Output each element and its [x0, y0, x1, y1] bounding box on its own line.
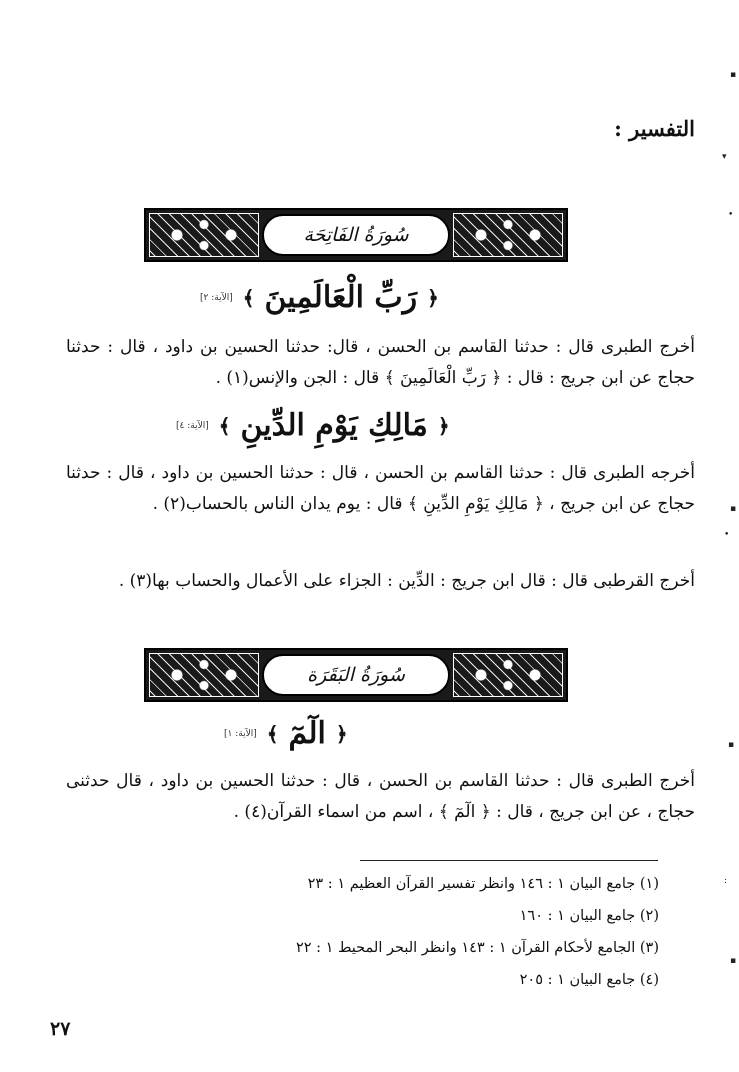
verse-close-bracket: ﴾ [218, 413, 231, 438]
surah-title-fatiha: سُورَةُ الفَاتِحَة [262, 214, 450, 256]
ornament-left [149, 653, 259, 697]
scan-mark: : [724, 876, 728, 886]
footnote-divider [360, 860, 658, 861]
verse-line-1 [200, 280, 439, 315]
ornament-right [453, 213, 563, 257]
verse-text: الٓمٓ [288, 716, 326, 751]
footnote-3: (٣) الجامع لأحكام القرآن ١ : ١٤٣ وانظر البحر المحيط ١ : ٢٢ [295, 940, 659, 956]
paragraph-text: أخرج الطبرى قال : حدثنا القاسم بن الحسن ، قال: حدثنا الحسين بن داود ، قال : حدثنا حجاج عن ابن جريج : قال : ﴿ رَبِّ الْعَالَمِينَ ﴾ قال : الجن والإنس(١) . [66, 337, 695, 388]
footnote-2: (٢) جامع البيان ١ : ١٦٠ [519, 908, 659, 924]
scan-mark: • [724, 530, 730, 540]
verse-text: رَبِّ الْعَالَمِينَ [264, 280, 418, 315]
paragraph-text: أخرج القرطبى قال : قال ابن جريج : الدِّين : الجزاء على الأعمال والحساب بها(٣) . [118, 571, 695, 591]
scan-mark: ▪ [730, 504, 737, 514]
page-number: ٢٧ [50, 1018, 71, 1040]
paragraph-2 [66, 458, 695, 520]
scan-mark: • [728, 210, 734, 220]
paragraph-3 [66, 566, 695, 597]
surah-banner-baqara [144, 648, 568, 702]
paragraph-1 [66, 332, 695, 394]
scan-mark: ▪ [728, 740, 735, 750]
paragraph-text: أخرج الطبرى قال : حدثنا القاسم بن الحسن ، قال : حدثنا الحسين بن داود ، قال حدثنى حجاج ، عن ابن جريج ، قال : ﴿ الٓمٓ ﴾ ، اسم من اسماء القرآن(٤) . [66, 771, 695, 822]
verse-reference: [الآية: ٤] [176, 420, 209, 431]
surah-title-baqara: سُورَةُ البَقَرَة [262, 654, 450, 696]
verse-text: مَالِكِ يَوْمِ الدِّينِ [240, 408, 428, 443]
paragraph-text: أخرجه الطبرى قال : حدثنا القاسم بن الحسن ، قال : حدثنا الحسين بن داود ، قال : حدثنا حجاج عن ابن جريج ، ﴿ مَالِكِ يَوْمِ الدِّينِ ﴾ قال : يوم يدان الناس بالحساب(٢) . [66, 463, 695, 514]
verse-open-bracket: ﴿ [427, 285, 439, 310]
verse-line-2 [176, 408, 450, 443]
ornament-right [453, 653, 563, 697]
surah-banner-fatiha [144, 208, 568, 262]
scan-mark: ▪ [730, 70, 737, 80]
scan-mark: ▪ [730, 956, 737, 966]
section-heading: التفسير : [614, 116, 695, 141]
verse-open-bracket: ﴿ [335, 721, 348, 746]
verse-close-bracket: ﴾ [242, 285, 255, 310]
verse-reference: [الآية: ١] [224, 728, 257, 739]
scan-mark: ▾ [722, 152, 727, 162]
verse-open-bracket: ﴿ [437, 413, 450, 438]
verse-close-bracket: ﴾ [266, 721, 279, 746]
verse-line-3 [224, 716, 348, 751]
footnote-4: (٤) جامع البيان ١ : ٢٠٥ [519, 972, 659, 988]
paragraph-4 [66, 766, 695, 828]
footnote-1: (١) جامع البيان ١ : ١٤٦ وانظر تفسير القرآن العظيم ١ : ٢٣ [307, 876, 659, 892]
verse-reference: [الآية: ٢] [200, 292, 233, 303]
ornament-left [149, 213, 259, 257]
